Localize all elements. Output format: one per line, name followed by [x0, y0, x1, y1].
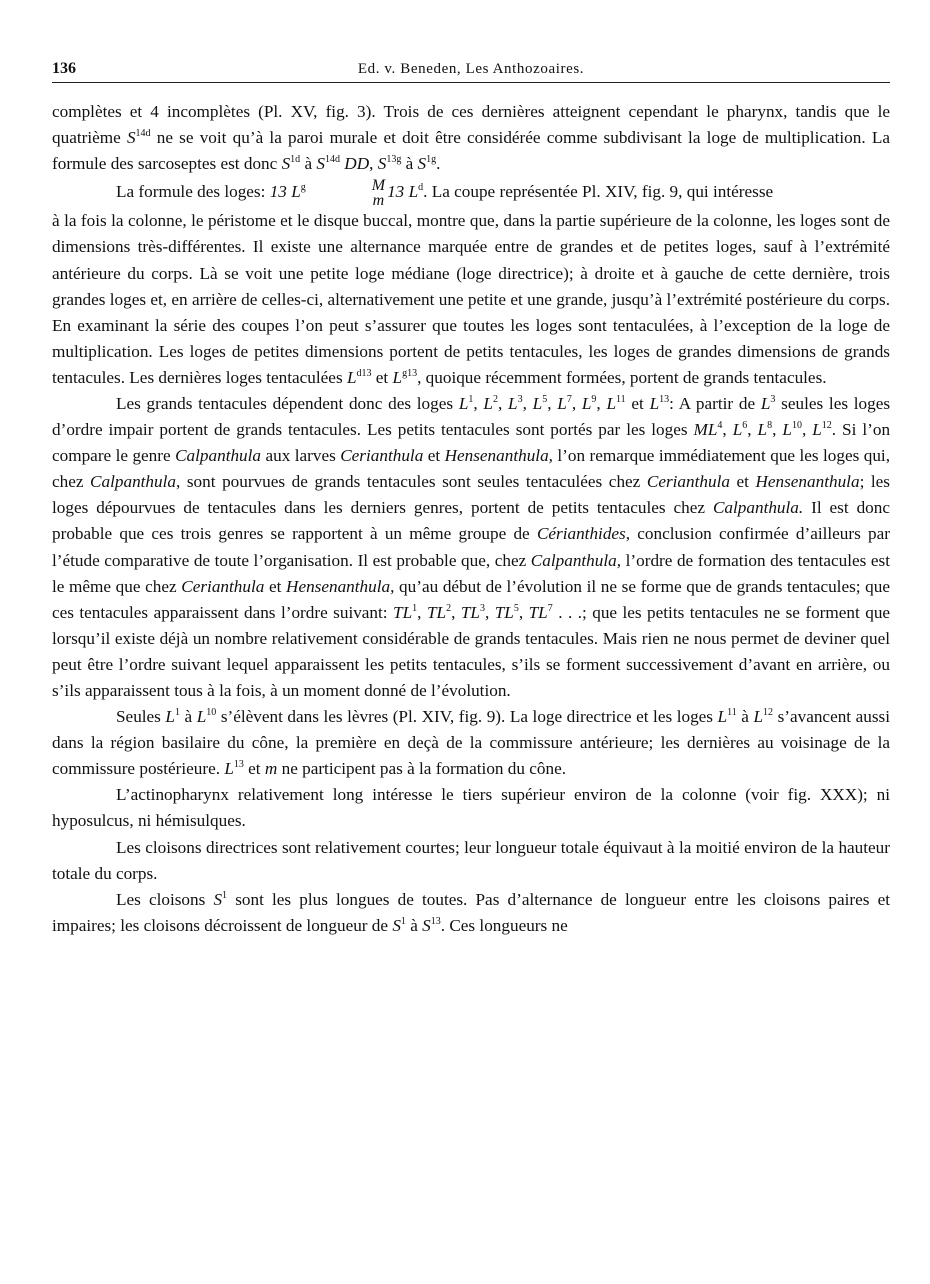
italic-text: L: [458, 393, 469, 413]
italic-text: L: [581, 393, 592, 413]
text-run: ,: [484, 602, 495, 622]
superscript: 12: [763, 707, 774, 719]
italic-text: L: [760, 393, 771, 413]
italic-text: L: [483, 393, 493, 413]
italic-text: TL: [528, 602, 548, 622]
fraction-denominator: m: [372, 192, 385, 210]
italic-text: TL: [494, 602, 514, 622]
paragraph: [52, 704, 890, 782]
text-run: à: [300, 154, 317, 174]
text-run: , conclusion confirmée d’ailleurs par l’étude comparative de toute l’organisation. Il est probable que, chez: [52, 524, 891, 570]
text-run: à la fois la colonne, le péristome et le disque buccal, montre que, dans la partie supérieure de la colonne, les loges sont de dimensions très-différentes. Il existe une alternance marquée entre de grandes et de petites loges, sauf à l’extrémité antérieure du corps. Là se voit une petite loge médiane (loge directrice); à droite et à gauche de cette dernière, trois grandes loges et, en arrière de celles-ci, alternativement une petite et une grande, jusqu’à l’extrémité postérieure du corps. En examinant la série des coupes l’on peut s’assurer que toutes les loges sont tentaculées, à l’exception de la loge de multiplication. Les loges de petites dimensions portent de petits tentacules, les loges de grandes dimensions de grands tentacules. Les dernières loges tentaculées: [52, 211, 890, 387]
text-run: s’élèvent dans les lèvres (Pl. XIV, fig. 9). La loge directrice et les loges: [216, 707, 718, 727]
paragraph: [52, 177, 890, 208]
italic-text: S: [377, 154, 387, 174]
superscript: 9: [591, 393, 597, 405]
text-run: sont les plus longues de toutes. Pas d’alternance de longueur entre les cloisons paires et impaires; les cloisons décroissent de longueur de: [52, 889, 891, 935]
superscript: 11: [727, 707, 737, 719]
text-run: ne se voit qu’à la paroi murale et doit être considérée comme subdivisant la loge de multiplication. La formule des sarcoseptes est donc: [52, 128, 890, 174]
paragraph: [52, 208, 890, 391]
superscript: 1: [222, 889, 228, 901]
italic-text: L: [196, 707, 207, 727]
text-run: ,: [801, 420, 813, 440]
text-run: .: [436, 154, 441, 174]
text-run: ,: [596, 393, 607, 413]
body-text: [52, 99, 890, 939]
text-run: L’actinopharynx relativement long intéresse le tiers supérieur environ de la colonne (voir fig. XXX); ni hyposulcus, ni hémisulques.: [52, 785, 890, 831]
superscript: 3: [770, 393, 776, 405]
superscript: d: [418, 182, 424, 194]
italic-text: L: [224, 759, 234, 779]
superscript: 1: [174, 707, 180, 719]
text-run: . Si l’on compare le genre: [52, 420, 891, 466]
italic-text: L: [649, 393, 660, 413]
italic-text: Cérianthides: [536, 524, 626, 544]
text-run: à: [179, 707, 197, 727]
italic-text: L: [165, 707, 175, 727]
superscript: 1: [468, 393, 474, 405]
text-run: ; les loges dépourvues de tentacules dans les derniers genres, portent de petits tentacules chez: [52, 472, 890, 518]
italic-text: L: [392, 367, 403, 387]
text-run: Les grands tentacules dépendent donc des loges: [116, 393, 459, 413]
italic-text: Hensenanthula: [286, 576, 391, 596]
text-run: , sont pourvues de grands tentacules sont seules tentaculées chez: [176, 472, 647, 492]
italic-text: Calpanthula: [90, 472, 176, 492]
text-run: à: [405, 915, 423, 935]
italic-text: S: [422, 915, 431, 935]
text-run: Seules: [116, 707, 166, 727]
italic-text: Cerianthula: [340, 446, 424, 466]
superscript: 5: [542, 393, 548, 405]
superscript: 10: [791, 420, 802, 432]
italic-text: L: [606, 393, 617, 413]
paragraph: [52, 391, 890, 704]
text-run: : A partir de: [669, 393, 761, 413]
superscript: 11: [616, 393, 626, 405]
italic-text: L: [753, 707, 764, 727]
document-page: [52, 58, 890, 939]
text-run: ,: [518, 602, 529, 622]
italic-text: Calpanthula,: [530, 550, 622, 570]
text-run: et: [243, 759, 265, 779]
superscript: 1: [412, 602, 418, 614]
italic-text: S: [126, 128, 136, 148]
text-run: Les cloisons: [116, 889, 214, 909]
text-run: et: [625, 393, 650, 413]
italic-text: ML: [693, 420, 718, 440]
text-run: et: [264, 576, 287, 596]
superscript: 13: [430, 915, 441, 927]
text-run: et: [371, 367, 393, 387]
superscript: 3: [479, 602, 485, 614]
running-head: Ed. v. Beneden, Les Anthozoaires.: [357, 61, 585, 77]
text-run: . La coupe représentée Pl. XIV, fig. 9, qui intéresse: [423, 182, 774, 202]
text-run: La formule des loges:: [116, 182, 270, 202]
superscript: 13g: [386, 154, 402, 166]
superscript: 4: [717, 420, 723, 432]
superscript: 5: [513, 602, 519, 614]
italic-text: S: [316, 154, 325, 174]
superscript: 3: [517, 393, 523, 405]
text-run: ,: [451, 602, 461, 622]
text-run: et: [729, 472, 756, 492]
fraction: [308, 178, 385, 208]
italic-text: m: [264, 759, 278, 779]
italic-text: S: [392, 915, 401, 935]
italic-text: L: [508, 393, 518, 413]
italic-text: 13 L: [387, 182, 419, 202]
text-run: et: [423, 446, 445, 466]
superscript: 1: [400, 915, 406, 927]
superscript: 1g: [426, 154, 437, 166]
text-run: Les cloisons directrices sont relativement courtes; leur longueur totale équivaut à la moitié environ de la hauteur totale du corps.: [52, 837, 890, 883]
superscript: d13: [356, 367, 372, 379]
italic-text: Cerianthula: [646, 472, 730, 492]
paragraph: [52, 835, 890, 887]
text-run: à: [401, 154, 418, 174]
text-run: ,: [417, 602, 427, 622]
italic-text: Hensenanthula,: [444, 446, 553, 466]
text-run: complètes et 4 incomplètes (Pl. XV, fig. 3). Trois de ces dernières atteignent cependant le pharynx, tandis que le quatrième: [52, 102, 890, 148]
text-run: ne participent pas à la formation du cône.: [277, 759, 567, 779]
text-run: l’on remarque immédiatement que les loges qui, chez: [52, 446, 891, 492]
paragraph: [52, 99, 890, 177]
fraction-numerator: M: [371, 177, 386, 195]
text-run: seules les loges d’ordre impair portent de grands tentacules. Les petits tentacules sont portés par les loges: [52, 393, 891, 440]
text-run: . . .; que les petits tentacules ne se forment que lorsqu’il existe déjà un nombre relativement considérable de grands tentacules. Mais rien ne nous permet de deviner quel peut être l’ordre suivant lequel apparaissent les petits tentacules, s’ils se forment successivement d’avant en arrière, ou s’ils apparaissent tous à la fois, à un moment donné de l’évolution.: [52, 602, 891, 701]
text-run: ,: [772, 420, 783, 440]
text-run: ,: [722, 420, 733, 440]
italic-text: Calpanthula: [175, 446, 262, 466]
italic-text: L: [717, 707, 728, 727]
italic-text: TL: [426, 602, 447, 622]
italic-text: TL: [393, 602, 413, 622]
text-run: ,: [369, 154, 378, 174]
page-number: 136: [52, 60, 76, 77]
italic-text: L: [732, 420, 743, 440]
italic-text: Calpanthula.: [712, 498, 804, 518]
superscript: g13: [402, 367, 418, 379]
italic-text: L: [782, 420, 792, 440]
text-run: , quoique récemment formées, portent de grands tentacules.: [417, 367, 827, 387]
italic-text: L: [757, 420, 768, 440]
italic-text: L: [532, 393, 543, 413]
superscript: 6: [742, 420, 748, 432]
superscript: 12: [821, 420, 832, 432]
paragraph: [52, 887, 890, 939]
paragraph: [52, 782, 890, 834]
italic-text: S: [213, 889, 223, 909]
italic-text: Hensenanthula: [755, 472, 860, 492]
italic-text: L: [346, 367, 357, 387]
page-header: [52, 58, 890, 83]
text-run: ,: [571, 393, 582, 413]
italic-text: L: [557, 393, 567, 413]
superscript: 13: [659, 393, 670, 405]
text-run: ,: [473, 393, 484, 413]
italic-text: 13 L: [269, 182, 301, 202]
italic-text: TL: [460, 602, 480, 622]
superscript: 2: [446, 602, 452, 614]
superscript: 2: [492, 393, 498, 405]
italic-text: DD: [344, 154, 370, 174]
superscript: 1d: [290, 154, 301, 166]
superscript: 10: [206, 707, 217, 719]
text-run: Il est donc probable que ces trois genres se rapportent à un même groupe de: [52, 498, 890, 544]
text-run: ,: [547, 393, 558, 413]
superscript: 14d: [325, 154, 340, 166]
superscript: g: [300, 182, 306, 194]
italic-text: L: [812, 420, 822, 440]
text-run: , qu’au début de l’évolution il ne se forme que de grands tentacules; que ces tentacules apparaissent dans l’ordre suivant:: [52, 576, 890, 622]
italic-text: S: [417, 154, 427, 174]
text-run: aux larves: [261, 446, 341, 466]
superscript: 7: [547, 602, 553, 614]
superscript: 13: [233, 759, 244, 771]
italic-text: Cerianthula: [181, 576, 265, 596]
superscript: 7: [566, 393, 572, 405]
superscript: 14d: [135, 128, 151, 140]
text-run: ,: [747, 420, 758, 440]
text-run: à: [736, 707, 754, 727]
superscript: 8: [767, 420, 773, 432]
text-run: s’avancent aussi dans la région basilaire du cône, la première en deçà de la commissure antérieure; les dernières au voisinage de la commissure postérieure.: [52, 707, 890, 779]
text-run: ,: [522, 393, 533, 413]
text-run: l’ordre de formation des tentacules est le même que chez: [52, 550, 890, 596]
text-run: . Ces longueurs ne: [440, 915, 568, 935]
text-run: ,: [497, 393, 509, 413]
italic-text: S: [281, 154, 291, 174]
